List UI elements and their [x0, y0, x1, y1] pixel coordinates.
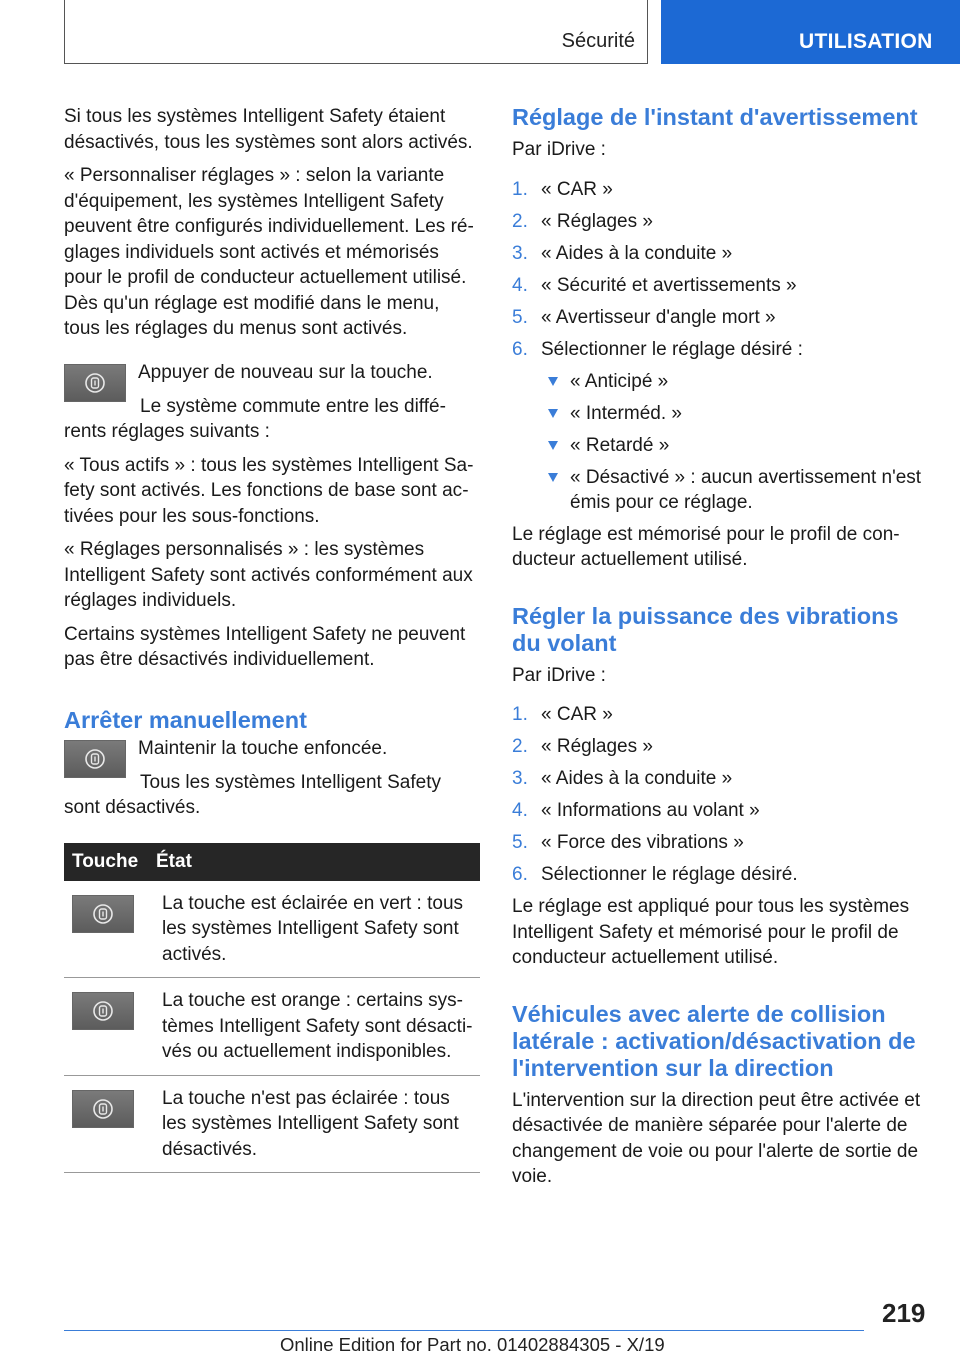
list-item: 5. « Avertisseur d'angle mort » [512, 306, 776, 328]
left-column [64, 104, 480, 1173]
list-item: 2. « Réglages » [512, 736, 653, 757]
paragraph: Maintenir la touche enfoncée. [138, 737, 388, 759]
list-item: 3. « Aides à la conduite » [512, 242, 733, 264]
paragraph: L'intervention sur la direction peut être activée et désactivée de manière séparée pour l'alerte de changement de voie ou pour l'alerte de sortie de voie. [512, 1089, 921, 1187]
list-item: « Anticipé » [541, 369, 928, 394]
list-item: 1. « CAR » [512, 704, 613, 725]
page-number: 219 [882, 1298, 926, 1328]
list-item: « Désactivé » : aucun avertissement n'est émis pour ce réglage. [541, 465, 928, 515]
table-cell: La touche est éclairée en vert : tous les systèmes Intelligent Safety sont activés. [154, 881, 480, 978]
section-heading: Arrêter manuellement [64, 706, 307, 733]
list-item: 6. Sélectionner le réglage désiré : [512, 338, 803, 360]
right-column [512, 104, 928, 1198]
column-header: Touche [64, 843, 154, 881]
list-item: « Interméd. » [541, 401, 928, 426]
list-item: « Retardé » [541, 433, 928, 458]
triangle-bullet-icon [548, 441, 558, 450]
table-row [64, 1075, 480, 1173]
intelligent-safety-button-icon [64, 740, 126, 778]
paragraph: Par iDrive : [512, 139, 606, 160]
button-off-icon [72, 1090, 134, 1128]
list-item: 6. Sélectionner le réglage désiré. [512, 864, 798, 885]
header-left-box [64, 0, 648, 64]
list-item: 1. « CAR » [512, 178, 613, 200]
list-item: 2. « Réglages » [512, 210, 653, 232]
list-item: 5. « Force des vibrations » [512, 832, 744, 853]
paragraph: Si tous les systèmes Intelligent Safety étaient désactivés, tous les systèmes sont alors activés. [64, 106, 473, 153]
table-row [64, 881, 480, 978]
table-cell: La touche est orange : certains systèmes Intelligent Safety sont désactivés ou actuellement indisponibles. [154, 978, 480, 1076]
paragraph: Par iDrive : [512, 664, 606, 686]
paragraph: « Personnaliser réglages » : selon la variante d'équipement, les systèmes Intelligent Safety peuvent être configurés individuellement. Les réglages individuels sont activés et mémorisés pour le profil de conducteur actuellement utilisé. Dès qu'un réglage est modifié dans le menu, tous les réglages du menus sont activés. [64, 165, 474, 339]
section-title: Sécurité [561, 30, 635, 52]
table-header-row [64, 843, 480, 881]
section-heading: Réglage de l'instant d'avertissement [512, 104, 918, 130]
triangle-bullet-icon [548, 377, 558, 386]
steps-list-vibration [512, 702, 928, 887]
intelligent-safety-button-icon [64, 364, 126, 402]
paragraph: Tous les systèmes Intelligent Safety sont désactivés. [64, 771, 441, 818]
paragraph: Certains systèmes Intelligent Safety ne peuvent pas être désactivés individuellement. [64, 623, 466, 670]
section-heading: Régler la puissance des vibrations du volant [512, 602, 899, 656]
options-list [541, 369, 928, 515]
triangle-bullet-icon [548, 409, 558, 418]
button-green-icon [72, 895, 134, 933]
paragraph: Le réglage est appliqué pour tous les systèmes Intelligent Safety et mémorisé pour le profil de conducteur actuellement utilisé. [512, 896, 910, 968]
footer-edition: Online Edition for Part no. 01402884305 - X/19 [280, 1334, 665, 1355]
table-cell: La touche n'est pas éclairée : tous les systèmes Intelligent Safety sont désactivés. [154, 1075, 480, 1173]
section-heading: Véhicules avec alerte de collision latérale : activation/désactivation de l'intervention sur la direction [512, 1000, 916, 1081]
paragraph: Appuyer de nouveau sur la touche. [138, 361, 433, 383]
button-orange-icon [72, 992, 134, 1030]
table-row [64, 978, 480, 1076]
paragraph: Le réglage est mémorisé pour le profil de conducteur actuellement utilisé. [512, 523, 900, 570]
button-state-table [64, 843, 480, 1174]
paragraph: Le système commute entre les différents réglages suivants : [64, 395, 446, 442]
chapter-tab[interactable]: UTILISATION [661, 0, 960, 64]
triangle-bullet-icon [548, 473, 558, 482]
list-item: 3. « Aides à la conduite » [512, 768, 733, 789]
footer-divider [64, 1330, 864, 1331]
list-item: 4. « Informations au volant » [512, 800, 760, 821]
steps-list-warning [512, 177, 928, 362]
list-item: 4. « Sécurité et avertissements » [512, 274, 797, 296]
column-header: État [154, 843, 480, 881]
paragraph: « Réglages personnalisés » : les systèmes Intelligent Safety sont activés conformément aux réglages individuels. [64, 539, 473, 611]
paragraph: « Tous actifs » : tous les systèmes Intelligent Safety sont activés. Les fonctions de base sont activées pour les sous-fonctions. [64, 454, 474, 527]
